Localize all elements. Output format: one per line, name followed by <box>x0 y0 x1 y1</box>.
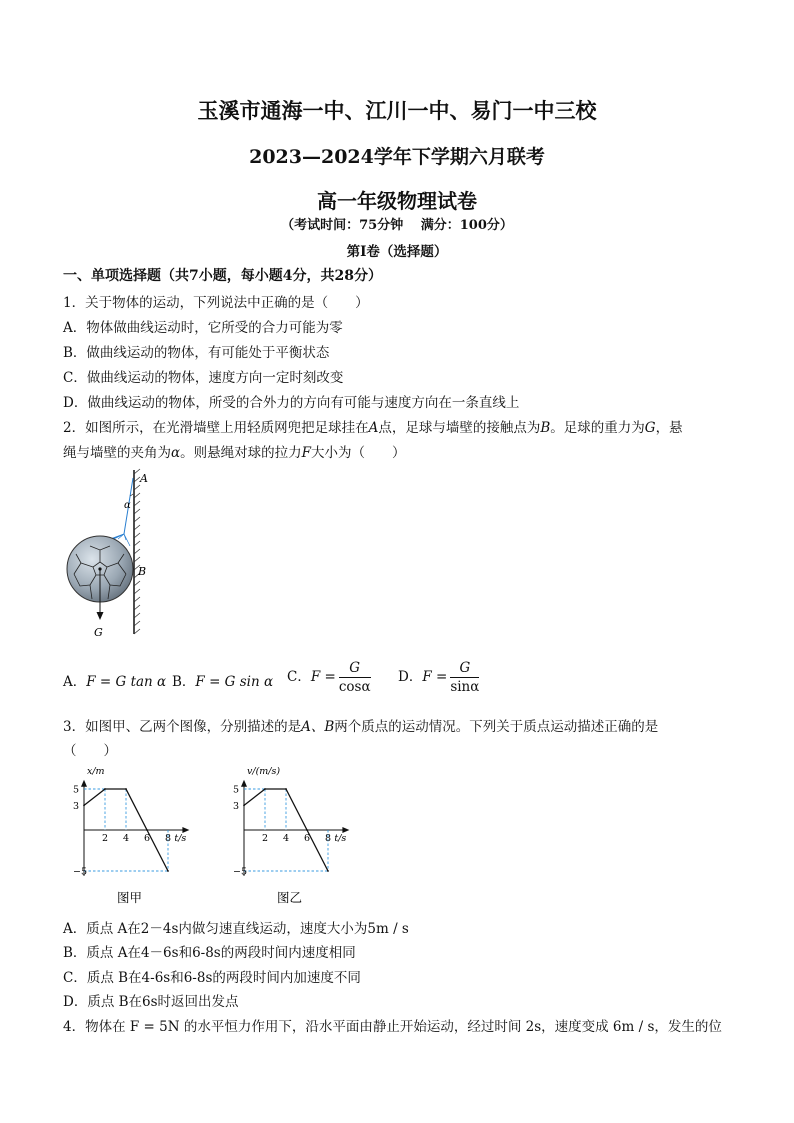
q1-option-d: D．做曲线运动的物体，所受的合外力的方向有可能与速度方向在一条直线上 <box>63 395 520 411</box>
q3-option-b: B．质点 A在4－6s和6-8s的两段时间内速度相同 <box>63 945 356 961</box>
x-axis-label: t/s <box>334 833 347 844</box>
data-point <box>83 805 85 807</box>
x-tick-label: 2 <box>262 833 269 844</box>
q1-option-a: A．物体做曲线运动时，它所受的合力可能为零 <box>63 320 343 336</box>
label-a: A <box>140 472 148 485</box>
gravity-arrowhead <box>97 612 104 620</box>
x-tick-label: 8 <box>165 833 172 844</box>
q2-option-c: C．F = $\frac{G}{\cos\alpha}$ <box>287 660 371 695</box>
q2-option-d-fraction: $\frac{G}{\sin\alpha}$ <box>450 660 480 695</box>
q2-stem-line1: 2．如图所示，在光滑墙壁上用轻质网兜把足球挂在A点，足球与墙壁的接触点为B。足球的重力为G，悬 <box>63 420 683 436</box>
y-axis-arrow <box>81 780 87 787</box>
y-tick-label: −5 <box>233 866 248 878</box>
y-axis-label: v/(m/s) <box>247 766 281 777</box>
x-tick-label: 6 <box>304 833 311 844</box>
y-axis-label: x/m <box>87 766 105 777</box>
x-tick-label: 4 <box>123 833 130 844</box>
q1-option-c: C．做曲线运动的物体，速度方向一定时刻改变 <box>63 370 344 386</box>
y-tick-label: 5 <box>73 784 80 796</box>
q2-option-d: D．F = $\frac{G}{\sin\alpha}$ <box>398 660 480 695</box>
q3-option-c: C．质点 B在4-6s和6-8s的两段时间内加速度不同 <box>63 970 361 986</box>
section-heading: 一、单项选择题（共7小题，每小题4分，共28分） <box>63 268 382 284</box>
data-point <box>285 788 287 790</box>
wall-hatching <box>134 469 140 634</box>
q4-stem: 4．物体在 F = 5N 的水平恒力作用下，沿水平面由静止开始运动，经过时间 2s，速度变成 6m / s，发生的位 <box>63 1019 722 1035</box>
exam-info: （考试时间：75分钟 满分：100分） <box>281 218 513 233</box>
y-axis-arrow <box>241 780 247 787</box>
q1-option-b: B．做曲线运动的物体，有可能处于平衡状态 <box>63 345 330 361</box>
y-tick-label: 3 <box>73 800 80 812</box>
data-point <box>264 788 266 790</box>
data-point <box>104 788 106 790</box>
exam-title: 2023—2024学年下学期六月联考 <box>249 146 545 168</box>
q3-stem-line1: 3．如图甲、乙两个图像，分别描述的是A、B两个质点的运动情况。下列关于质点运动描述正确的是 <box>63 719 659 735</box>
subject-title: 高一年级物理试卷 <box>317 189 477 213</box>
x-tick-label: 8 <box>325 833 332 844</box>
data-point <box>243 805 245 807</box>
school-title: 玉溪市通海一中、江川一中、易门一中三校 <box>197 98 597 123</box>
q3-stem-paren: （ ） <box>63 743 117 759</box>
volume-title: 第Ⅰ卷（选择题） <box>346 244 448 260</box>
q2-ball-figure <box>60 466 160 642</box>
q3-option-d: D．质点 B在6s时返回出发点 <box>63 994 239 1010</box>
q1-stem: 1．关于物体的运动，下列说法中正确的是（ ） <box>63 295 369 311</box>
y-tick-label: −5 <box>73 866 88 878</box>
data-point <box>327 870 329 872</box>
x-tick-label: 4 <box>283 833 290 844</box>
label-g: G <box>94 626 103 639</box>
q2-option-a: A．F = G tan α <box>63 674 167 690</box>
data-point <box>167 870 169 872</box>
x-axis-label: t/s <box>174 833 187 844</box>
y-tick-label: 3 <box>233 800 240 812</box>
q3-option-a: A．质点 A在2－4s内做匀速直线运动，速度大小为5m / s <box>63 921 409 937</box>
chart-yi <box>222 762 372 910</box>
chart-caption: 图甲 <box>117 890 143 905</box>
data-point <box>125 788 127 790</box>
label-alpha: α <box>124 500 131 511</box>
data-point <box>306 829 308 831</box>
data-point <box>146 829 148 831</box>
q2-stem-line2: 绳与墙壁的夹角为α。则悬绳对球的拉力F大小为（ ） <box>63 445 406 461</box>
label-b: B <box>138 565 147 578</box>
x-tick-label: 2 <box>102 833 109 844</box>
q2-option-c-fraction: $\frac{G}{\cos\alpha}$ <box>338 660 371 695</box>
chart-caption: 图乙 <box>277 890 303 905</box>
y-tick-label: 5 <box>233 784 240 796</box>
q2-option-b: B．F = G sin α <box>172 674 274 690</box>
x-tick-label: 6 <box>144 833 151 844</box>
chart-jia <box>62 762 212 910</box>
